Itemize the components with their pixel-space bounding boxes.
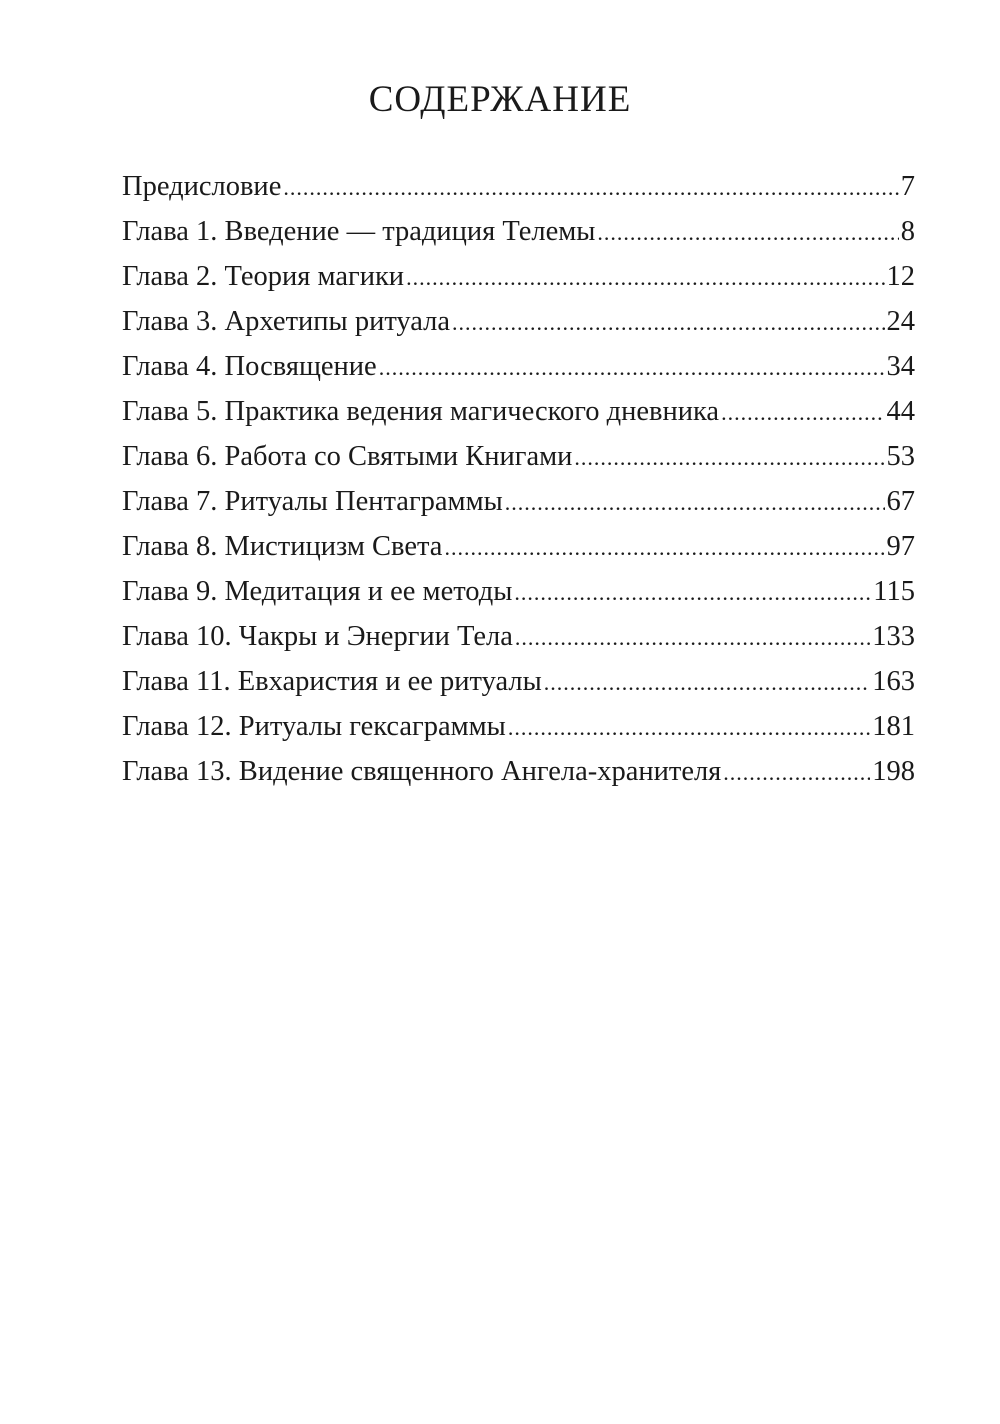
toc-entry-page: 133 bbox=[872, 621, 915, 652]
toc-entry-chapter-12 bbox=[122, 704, 915, 749]
toc-entry-label: Глава 7. Ритуалы Пентаграммы bbox=[122, 486, 503, 517]
toc-dot-leader bbox=[721, 390, 884, 435]
toc-entry-label: Глава 11. Евхаристия и ее ритуалы bbox=[122, 666, 542, 697]
toc-entry-page: 198 bbox=[872, 756, 915, 787]
toc-entry-label: Глава 3. Архетипы ритуала bbox=[122, 306, 451, 337]
toc-dot-leader bbox=[444, 525, 884, 570]
toc-entry-chapter-3 bbox=[122, 299, 915, 344]
toc-entry-page: 24 bbox=[886, 306, 915, 337]
toc-dot-leader bbox=[515, 615, 870, 660]
toc-entry-label: Предисловие bbox=[122, 171, 282, 202]
toc-entry-label: Глава 12. Ритуалы гексаграммы bbox=[122, 711, 506, 742]
toc-entry-page: 34 bbox=[886, 351, 915, 382]
toc-entry-preface bbox=[122, 164, 915, 209]
toc-entry-page: 115 bbox=[873, 576, 915, 607]
toc-entry-chapter-8 bbox=[122, 524, 915, 569]
toc-entry-label: Глава 1. Введение — традиция Телемы bbox=[122, 216, 596, 247]
toc-dot-leader bbox=[574, 435, 884, 480]
toc-entry-page: 163 bbox=[872, 666, 915, 697]
toc-entry-chapter-4 bbox=[122, 344, 915, 389]
toc-entry-chapter-10 bbox=[122, 614, 915, 659]
toc-entry-chapter-7 bbox=[122, 479, 915, 524]
toc-entry-page: 67 bbox=[886, 486, 915, 517]
toc-entry-page: 97 bbox=[886, 531, 915, 562]
toc-entry-label: Глава 8. Мистицизм Света bbox=[122, 531, 443, 562]
toc-entry-chapter-11 bbox=[122, 659, 915, 704]
toc-entry-label: Глава 5. Практика ведения магического дневника bbox=[122, 396, 720, 427]
toc-dot-leader bbox=[452, 300, 884, 345]
toc-entry-page: 7 bbox=[900, 171, 915, 202]
toc-entry-label: Глава 13. Видение священного Ангела-хранителя bbox=[122, 756, 722, 787]
table-of-contents bbox=[122, 164, 915, 794]
toc-dot-leader bbox=[514, 570, 871, 615]
toc-entry-page: 181 bbox=[872, 711, 915, 742]
toc-entry-chapter-1 bbox=[122, 209, 915, 254]
toc-entry-chapter-13 bbox=[122, 749, 915, 794]
toc-entry-label: Глава 10. Чакры и Энергии Тела bbox=[122, 621, 513, 652]
toc-entry-chapter-2 bbox=[122, 254, 915, 299]
toc-dot-leader bbox=[723, 750, 870, 795]
toc-entry-page: 44 bbox=[886, 396, 915, 427]
toc-dot-leader bbox=[283, 165, 898, 210]
toc-entry-page: 12 bbox=[886, 261, 915, 292]
page-title: СОДЕРЖАНИЕ bbox=[368, 79, 632, 120]
toc-entry-label: Глава 2. Теория магики bbox=[122, 261, 405, 292]
toc-dot-leader bbox=[505, 480, 885, 525]
toc-entry-page: 8 bbox=[900, 216, 915, 247]
toc-entry-label: Глава 6. Работа со Святыми Книгами bbox=[122, 441, 573, 472]
toc-entry-label: Глава 9. Медитация и ее методы bbox=[122, 576, 513, 607]
toc-entry-chapter-9 bbox=[122, 569, 915, 614]
toc-dot-leader bbox=[544, 660, 870, 705]
toc-dot-leader bbox=[508, 705, 870, 750]
toc-dot-leader bbox=[379, 345, 885, 390]
toc-entry-page: 53 bbox=[886, 441, 915, 472]
toc-dot-leader bbox=[406, 255, 884, 300]
toc-entry-chapter-5 bbox=[122, 389, 915, 434]
toc-entry-label: Глава 4. Посвящение bbox=[122, 351, 377, 382]
toc-entry-chapter-6 bbox=[122, 434, 915, 479]
toc-dot-leader bbox=[597, 210, 898, 255]
